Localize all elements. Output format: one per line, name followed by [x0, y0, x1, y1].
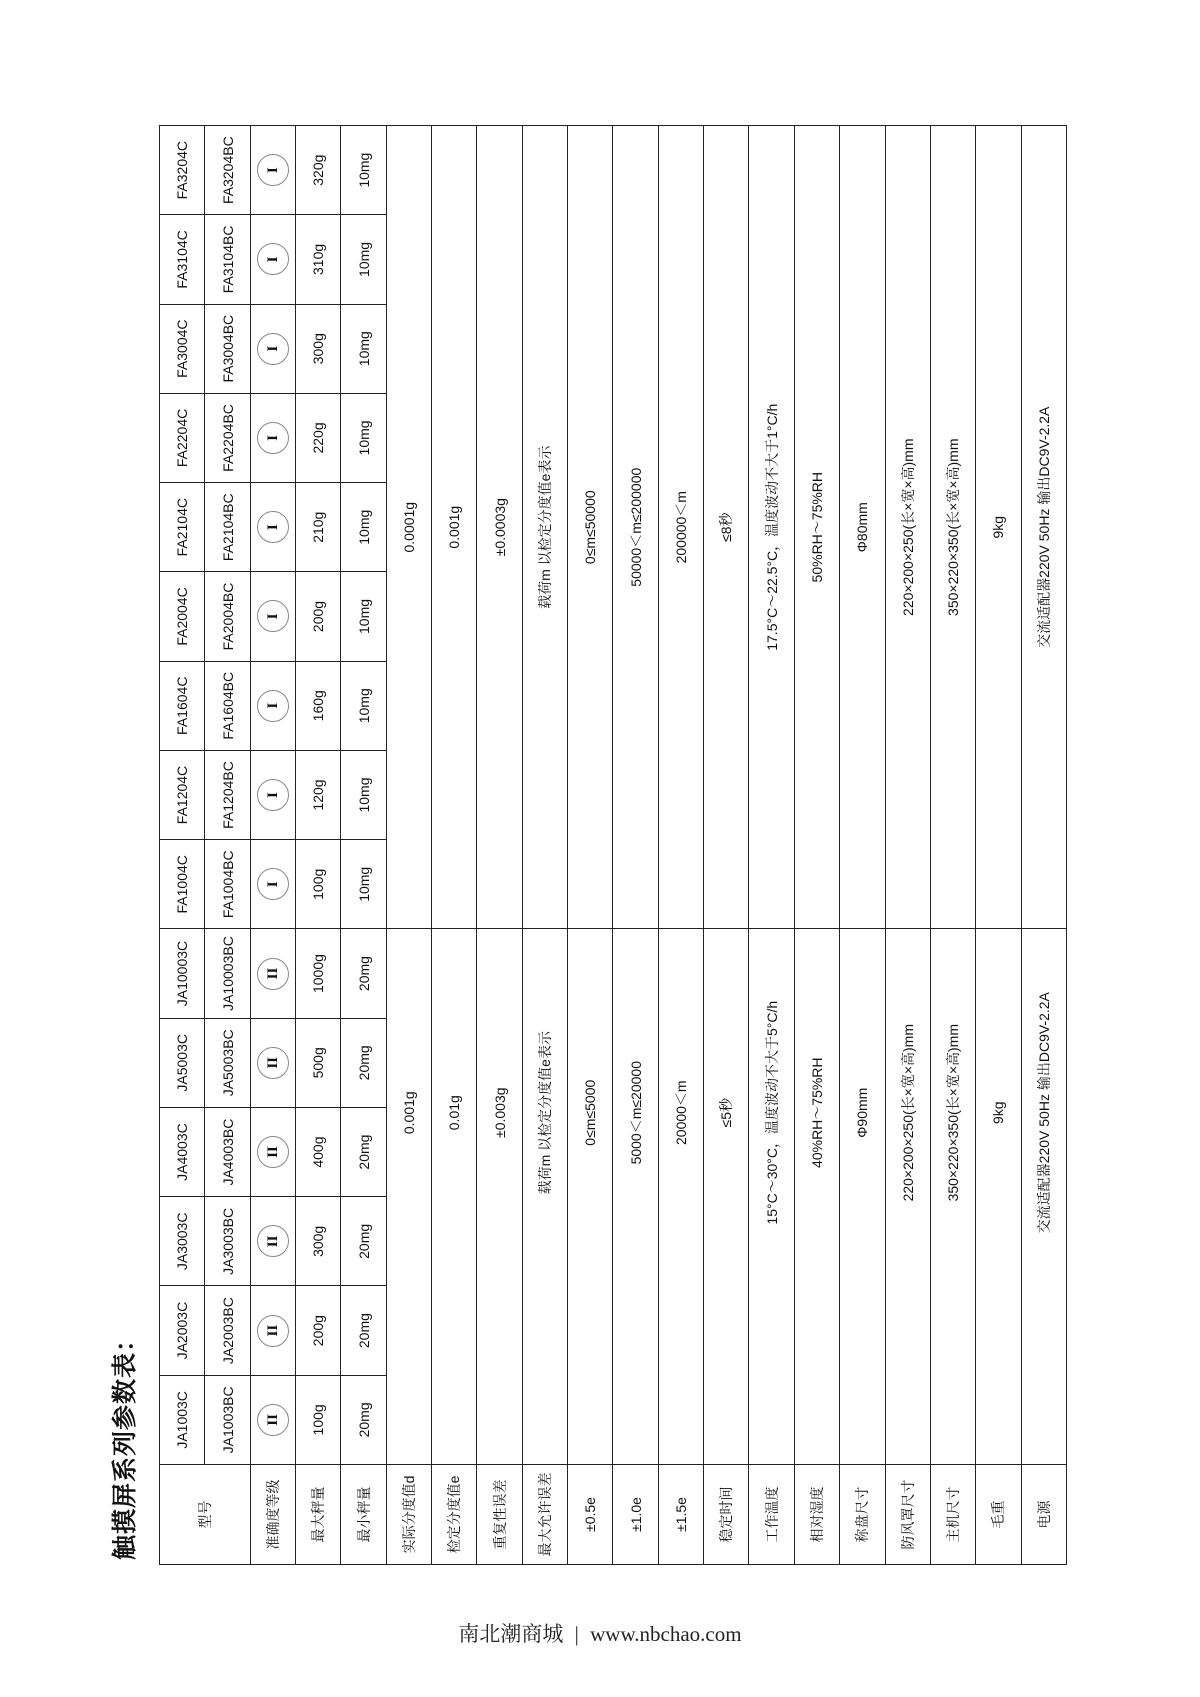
min-capacity-cell: 20mg — [341, 1018, 386, 1107]
model-bc-cell: FA3204BC — [205, 126, 250, 215]
table-row-spec — [522, 126, 567, 1565]
max-capacity-cell: 100g — [296, 1375, 341, 1464]
row-label: 防风罩尺寸 — [885, 1465, 930, 1565]
ja-series-value: ±0.003g — [477, 929, 522, 1465]
fa-series-value: 载荷m 以检定分度值e表示 — [522, 126, 567, 929]
accuracy-grade-badge: I — [257, 422, 289, 454]
min-capacity-cell: 10mg — [341, 840, 386, 929]
model-c-cell: FA3004C — [160, 304, 205, 393]
max-capacity-cell: 400g — [296, 1107, 341, 1196]
row-label: 准确度等级 — [250, 1465, 295, 1565]
footer-url[interactable]: www.nbchao.com — [590, 1622, 742, 1646]
model-c-cell: JA1003C — [160, 1375, 205, 1464]
min-capacity-cell: 20mg — [341, 1197, 386, 1286]
ja-series-value: 220×200×250(长×宽×高)mm — [885, 929, 930, 1465]
spec-table — [159, 125, 1067, 1565]
min-capacity-cell: 20mg — [341, 1107, 386, 1196]
row-label: 毛重 — [976, 1465, 1021, 1565]
min-capacity-cell: 10mg — [341, 750, 386, 839]
min-capacity-cell: 20mg — [341, 929, 386, 1018]
accuracy-grade-badge: II — [257, 958, 289, 990]
accuracy-grade-badge: I — [257, 690, 289, 722]
fa-series-value: 9kg — [976, 126, 1021, 929]
max-capacity-cell: 120g — [296, 750, 341, 839]
ja-series-value: 交流适配器220V 50Hz 输出DC9V-2.2A — [1021, 929, 1066, 1465]
min-capacity-cell: 20mg — [341, 1375, 386, 1464]
ja-series-value: 350×220×350(长×宽×高)mm — [930, 929, 975, 1465]
fa-series-value: 50%RH～75%RH — [794, 126, 839, 929]
grade-cell — [250, 126, 295, 215]
model-bc-cell: FA2204BC — [205, 393, 250, 482]
table-row-min — [341, 126, 386, 1565]
grade-cell — [250, 840, 295, 929]
max-capacity-cell: 500g — [296, 1018, 341, 1107]
model-bc-cell: JA4003BC — [205, 1107, 250, 1196]
grade-cell — [250, 929, 295, 1018]
min-capacity-cell: 10mg — [341, 483, 386, 572]
max-capacity-cell: 300g — [296, 1197, 341, 1286]
accuracy-grade-badge: II — [257, 1047, 289, 1079]
max-capacity-cell: 310g — [296, 215, 341, 304]
fa-series-value: ±0.0003g — [477, 126, 522, 929]
model-c-cell: FA2004C — [160, 572, 205, 661]
table-row-spec — [1021, 126, 1066, 1565]
row-label: 最大秤量 — [296, 1465, 341, 1565]
accuracy-grade-badge: I — [257, 600, 289, 632]
fa-series-value: 0.0001g — [386, 126, 431, 929]
ja-series-value: 15°C～30°C，温度波动不大于5°C/h — [749, 929, 794, 1465]
ja-series-value: 0.01g — [432, 929, 477, 1465]
fa-series-value: 0≤m≤50000 — [568, 126, 613, 929]
table-row-spec — [840, 126, 885, 1565]
ja-series-value: 0≤m≤5000 — [568, 929, 613, 1465]
model-c-cell: FA1004C — [160, 840, 205, 929]
table-row-spec — [704, 126, 749, 1565]
max-capacity-cell: 100g — [296, 840, 341, 929]
row-label: ±1.0e — [613, 1465, 658, 1565]
model-c-cell: JA10003C — [160, 929, 205, 1018]
min-capacity-cell: 10mg — [341, 393, 386, 482]
footer — [0, 1618, 1200, 1648]
ja-series-value: 20000＜m — [658, 929, 703, 1465]
ja-series-value: ≤5秒 — [704, 929, 749, 1465]
row-label: 电源 — [1021, 1465, 1066, 1565]
table-row-spec — [658, 126, 703, 1565]
max-capacity-cell: 300g — [296, 304, 341, 393]
model-bc-cell: FA3004BC — [205, 304, 250, 393]
table-row-spec — [976, 126, 1021, 1565]
accuracy-grade-badge: II — [257, 1315, 289, 1347]
model-c-cell: FA1604C — [160, 661, 205, 750]
fa-series-value: ≤8秒 — [704, 126, 749, 929]
row-label: 相对湿度 — [794, 1465, 839, 1565]
row-label: 最大允许误差 — [522, 1465, 567, 1565]
ja-series-value: 载荷m 以检定分度值e表示 — [522, 929, 567, 1465]
model-c-cell: FA1204C — [160, 750, 205, 839]
ja-series-value: 9kg — [976, 929, 1021, 1465]
fa-series-value: 17.5°C～22.5°C，温度波动不大于1°C/h — [749, 126, 794, 929]
model-bc-cell: JA2003BC — [205, 1286, 250, 1375]
table-row-spec — [386, 126, 431, 1565]
model-c-cell: FA3104C — [160, 215, 205, 304]
table-row-model-c — [160, 126, 205, 1565]
table-row-spec — [930, 126, 975, 1565]
max-capacity-cell: 160g — [296, 661, 341, 750]
table-row-spec — [432, 126, 477, 1565]
grade-cell — [250, 572, 295, 661]
row-label: ±1.5e — [658, 1465, 703, 1565]
title-container — [110, 1260, 140, 1560]
model-bc-cell: JA3003BC — [205, 1197, 250, 1286]
row-label: ±0.5e — [568, 1465, 613, 1565]
grade-cell — [250, 483, 295, 572]
ja-series-value: 5000＜m≤20000 — [613, 929, 658, 1465]
max-capacity-cell: 320g — [296, 126, 341, 215]
accuracy-grade-badge: II — [257, 1136, 289, 1168]
grade-cell — [250, 304, 295, 393]
model-c-cell: JA4003C — [160, 1107, 205, 1196]
min-capacity-cell: 10mg — [341, 215, 386, 304]
accuracy-grade-badge: II — [257, 1225, 289, 1257]
grade-cell — [250, 215, 295, 304]
table-row-max — [296, 126, 341, 1565]
model-c-cell: JA2003C — [160, 1286, 205, 1375]
grade-cell — [250, 1197, 295, 1286]
fa-series-value: 50000＜m≤200000 — [613, 126, 658, 929]
model-c-cell: JA3003C — [160, 1197, 205, 1286]
fa-series-value: 220×200×250(长×宽×高)mm — [885, 126, 930, 929]
table-row-spec — [613, 126, 658, 1565]
accuracy-grade-badge: I — [257, 243, 289, 275]
model-c-cell: FA2104C — [160, 483, 205, 572]
accuracy-grade-badge: I — [257, 868, 289, 900]
spec-table-container — [159, 126, 1067, 1565]
min-capacity-cell: 10mg — [341, 304, 386, 393]
grade-cell — [250, 1375, 295, 1464]
model-bc-cell: JA10003BC — [205, 929, 250, 1018]
grade-cell — [250, 393, 295, 482]
max-capacity-cell: 210g — [296, 483, 341, 572]
row-label: 最小秤量 — [341, 1465, 386, 1565]
fa-series-value: 交流适配器220V 50Hz 输出DC9V-2.2A — [1021, 126, 1066, 929]
row-label: 重复性误差 — [477, 1465, 522, 1565]
ja-series-value: 0.001g — [386, 929, 431, 1465]
max-capacity-cell: 200g — [296, 1286, 341, 1375]
accuracy-grade-badge: II — [257, 1404, 289, 1436]
table-row-spec — [749, 126, 794, 1565]
accuracy-grade-badge: I — [257, 511, 289, 543]
model-header-label: 型号 — [160, 1465, 251, 1565]
fa-series-value: Φ80mm — [840, 126, 885, 929]
grade-cell — [250, 1107, 295, 1196]
fa-series-value: 200000＜m — [658, 126, 703, 929]
row-label: 稳定时间 — [704, 1465, 749, 1565]
table-row-spec — [794, 126, 839, 1565]
accuracy-grade-badge: I — [257, 779, 289, 811]
table-row-model-bc — [205, 126, 250, 1565]
table-row-spec — [477, 126, 522, 1565]
model-bc-cell: JA1003BC — [205, 1375, 250, 1464]
grade-cell — [250, 750, 295, 839]
min-capacity-cell: 10mg — [341, 572, 386, 661]
model-c-cell: FA2204C — [160, 393, 205, 482]
model-bc-cell: FA1604BC — [205, 661, 250, 750]
min-capacity-cell: 10mg — [341, 661, 386, 750]
table-row-grade — [250, 126, 295, 1565]
footer-separator: | — [574, 1622, 579, 1646]
min-capacity-cell: 20mg — [341, 1286, 386, 1375]
model-c-cell: FA3204C — [160, 126, 205, 215]
row-label: 主机尺寸 — [930, 1465, 975, 1565]
min-capacity-cell: 10mg — [341, 126, 386, 215]
model-c-cell: JA5003C — [160, 1018, 205, 1107]
fa-series-value: 350×220×350(长×宽×高)mm — [930, 126, 975, 929]
footer-site-name: 南北潮商城 — [458, 1622, 564, 1646]
max-capacity-cell: 1000g — [296, 929, 341, 1018]
fa-series-value: 0.001g — [432, 126, 477, 929]
ja-series-value: 40%RH～75%RH — [794, 929, 839, 1465]
grade-cell — [250, 1018, 295, 1107]
grade-cell — [250, 661, 295, 750]
max-capacity-cell: 220g — [296, 393, 341, 482]
table-row-spec — [885, 126, 930, 1565]
row-label: 称盘尺寸 — [840, 1465, 885, 1565]
ja-series-value: Φ90mm — [840, 929, 885, 1465]
model-bc-cell: FA2104BC — [205, 483, 250, 572]
page-title: 触摸屏系列参数表： — [110, 1325, 139, 1560]
model-bc-cell: FA1204BC — [205, 750, 250, 839]
row-label: 工作温度 — [749, 1465, 794, 1565]
model-bc-cell: FA3104BC — [205, 215, 250, 304]
row-label: 实际分度值d — [386, 1465, 431, 1565]
accuracy-grade-badge: I — [257, 333, 289, 365]
table-row-spec — [568, 126, 613, 1565]
row-label: 检定分度值e — [432, 1465, 477, 1565]
accuracy-grade-badge: I — [257, 154, 289, 186]
grade-cell — [250, 1286, 295, 1375]
model-bc-cell: FA1004BC — [205, 840, 250, 929]
model-bc-cell: JA5003BC — [205, 1018, 250, 1107]
model-bc-cell: FA2004BC — [205, 572, 250, 661]
max-capacity-cell: 200g — [296, 572, 341, 661]
